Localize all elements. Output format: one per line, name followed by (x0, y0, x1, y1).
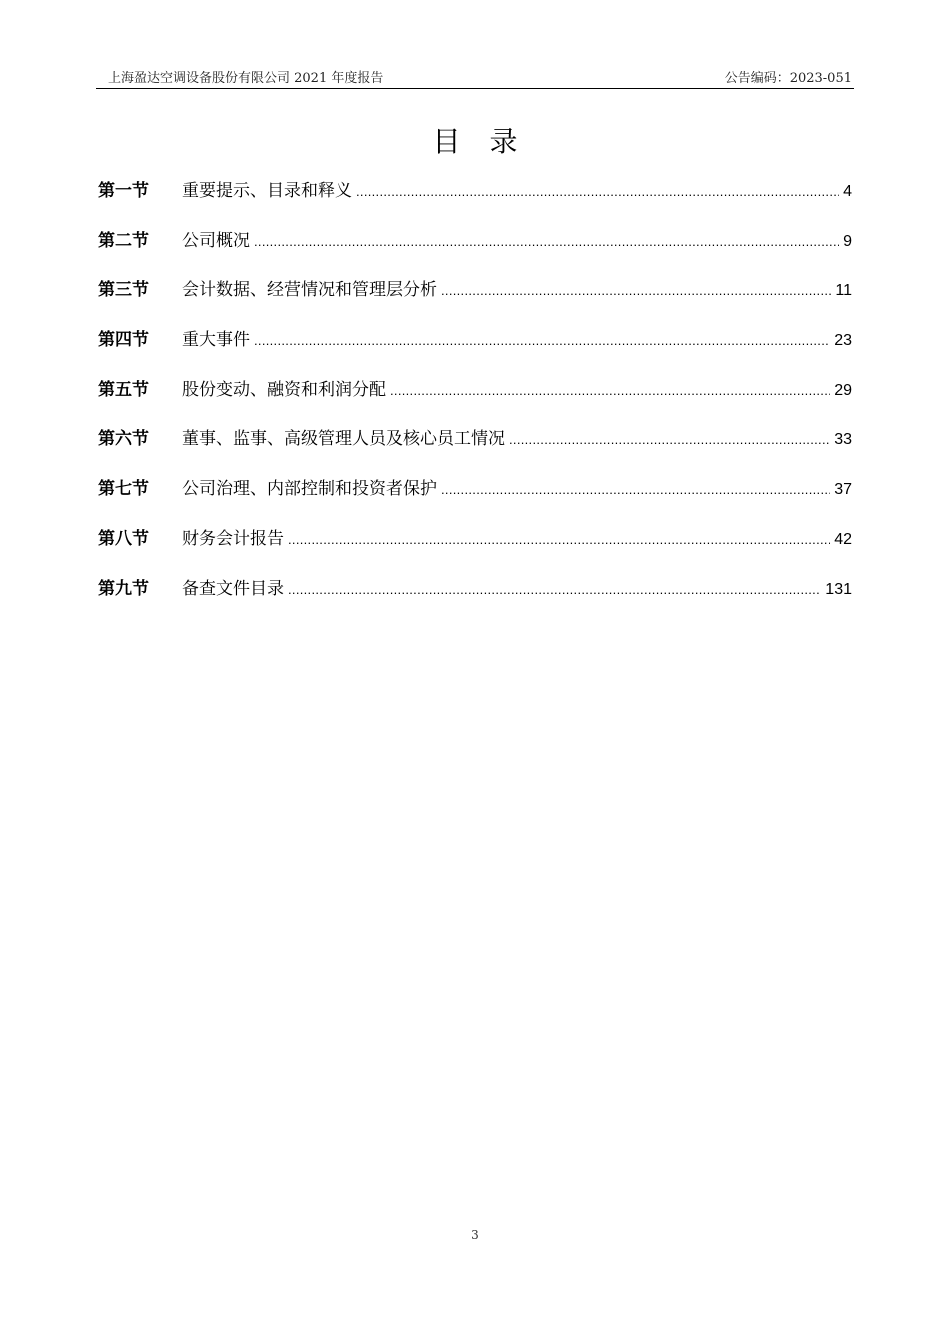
toc-entry[interactable] (98, 275, 852, 325)
toc-section-number: 第九节 (98, 578, 149, 599)
toc-section-title: 董事、监事、高级管理人员及核心员工情况 (182, 429, 505, 450)
page-header (96, 66, 854, 89)
toc-section-number: 第四节 (98, 330, 149, 351)
toc-section-number: 第七节 (98, 479, 149, 500)
toc-page-number: 131 (825, 580, 852, 598)
toc-section-title: 公司概况 (182, 230, 250, 251)
toc-section-number: 第一节 (98, 181, 149, 201)
footer-page-number: 3 (471, 1228, 479, 1242)
toc-section-number: 第二节 (98, 230, 149, 251)
toc-page-number: 33 (834, 431, 852, 449)
toc-section-number: 第六节 (98, 429, 149, 450)
toc-entry[interactable] (98, 325, 852, 375)
toc-dot-leader (390, 376, 830, 406)
toc-section-title: 财务会计报告 (182, 528, 284, 549)
toc-dot-leader (254, 326, 830, 356)
toc-section-title: 重大事件 (182, 330, 250, 351)
toc-entry[interactable] (98, 524, 852, 574)
toc-page-number: 29 (834, 381, 852, 399)
toc-entry[interactable] (98, 424, 852, 474)
header-announcement-code: 公告编码：2023-051 (724, 71, 852, 86)
toc-section-number: 第五节 (98, 379, 149, 400)
toc-section-number: 第三节 (98, 280, 149, 301)
page-title: 目 录 (432, 125, 528, 158)
toc-entry[interactable] (98, 574, 852, 624)
table-of-contents (98, 176, 852, 623)
toc-dot-leader (288, 575, 821, 605)
header-company-report: 上海盈达空调设备股份有限公司 2021 年度报告 (108, 71, 384, 86)
toc-dot-leader (509, 425, 830, 455)
toc-dot-leader (254, 227, 839, 257)
toc-entry[interactable] (98, 176, 852, 226)
toc-dot-leader (288, 525, 830, 555)
toc-section-title: 会计数据、经营情况和管理层分析 (182, 280, 437, 301)
toc-section-title: 重要提示、目录和释义 (182, 181, 352, 201)
toc-entry[interactable] (98, 474, 852, 524)
toc-dot-leader (441, 276, 831, 306)
toc-page-number: 4 (843, 183, 852, 200)
toc-page-number: 11 (835, 282, 852, 300)
toc-page-number: 42 (834, 530, 852, 548)
toc-page-number: 9 (843, 232, 852, 250)
toc-page-number: 23 (834, 332, 852, 350)
toc-dot-leader (441, 475, 830, 505)
toc-entry[interactable] (98, 375, 852, 425)
toc-section-title: 股份变动、融资和利润分配 (182, 379, 386, 400)
toc-section-number: 第八节 (98, 528, 149, 549)
toc-page-number: 37 (834, 481, 852, 499)
toc-section-title: 备查文件目录 (182, 578, 284, 599)
toc-dot-leader (356, 177, 839, 207)
toc-section-title: 公司治理、内部控制和投资者保护 (182, 479, 437, 500)
toc-entry[interactable] (98, 226, 852, 276)
